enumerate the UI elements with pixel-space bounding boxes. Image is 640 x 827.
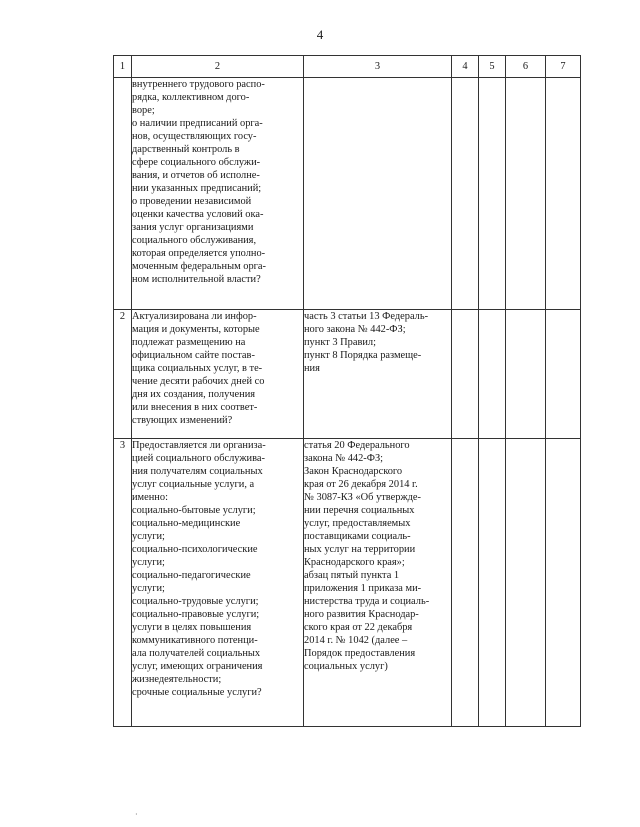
answer-cell xyxy=(546,439,581,727)
reference-cell xyxy=(304,310,452,439)
answer-cell xyxy=(452,78,479,310)
reference-cell xyxy=(304,439,452,727)
reference-cell xyxy=(304,78,452,310)
question-cell xyxy=(132,78,304,310)
answer-cell xyxy=(546,310,581,439)
column-header: 5 xyxy=(479,56,506,78)
table-row xyxy=(114,310,581,439)
answer-cell xyxy=(452,310,479,439)
answer-cell xyxy=(479,310,506,439)
question-text: Актуализирована ли инфор- мация и документы, которые подлежат размещению на официальном сайте постав- щика социальных услуг, в те- чение десяти рабочих дней со дня их создания, получения или внесения в них соответ- ствующих изменений? xyxy=(132,311,265,426)
answer-cell xyxy=(546,78,581,310)
question-text: внутреннего трудового распо- рядка, коллективном дого- воре; о наличии предписаний орга- нов, осуществляющих госу- дарственный контроль в сфере социального обслужи- вания, и отчетов об исполне- нии указанных предписаний; о проведении независимой оценки качества условий ока- зания услуг организациями социального обслуживания, которая определяется уполно- моченным федеральным орга- ном исполнительной власти? xyxy=(132,79,266,285)
answer-cell xyxy=(506,78,546,310)
table-header-row xyxy=(114,56,581,78)
column-header: 3 xyxy=(304,56,452,78)
column-header: 1 xyxy=(114,56,132,78)
answer-cell xyxy=(506,310,546,439)
answer-cell xyxy=(479,78,506,310)
footer-mark: · xyxy=(135,810,138,819)
table-row xyxy=(114,439,581,727)
question-cell xyxy=(132,439,304,727)
question-text: Предоставляется ли организа- цией социального обслужива- ния получателям социальных услуг социальные услуги, а именно: социально-бытовые услуги; социально-медицинские услуги; социально-психологические услуги; социально-педагогические услуги; социально-трудовые услуги; социально-правовые услуги; услуги в целях повышения коммуникативного потенци- ала получателей социальных услуг, имеющих ограничения жизнедеятельности; срочные социальные услуги? xyxy=(132,440,266,698)
table-row xyxy=(114,78,581,310)
column-header: 6 xyxy=(506,56,546,78)
row-number: 2 xyxy=(114,310,132,439)
question-cell xyxy=(132,310,304,439)
answer-cell xyxy=(506,439,546,727)
page-number: 4 xyxy=(316,27,324,42)
column-header: 7 xyxy=(546,56,581,78)
row-number: 3 xyxy=(114,439,132,727)
column-header: 4 xyxy=(452,56,479,78)
answer-cell xyxy=(479,439,506,727)
reference-text: статья 20 Федерального закона № 442-ФЗ; Закон Краснодарского края от 26 декабря 2014 г. № 3087-КЗ «Об утвержде- нии перечня социальных услуг, предоставляемых поставщиками социаль- ных услуг на территории Краснодарского края»; абзац пятый пункта 1 приложения 1 приказа ми- нистерства труда и социаль- ного развития Краснодар- ского края от 22 декабря 2014 г. № 1042 (далее – Порядок предоставления социальных услуг) xyxy=(304,440,430,672)
column-header: 2 xyxy=(132,56,304,78)
checklist-table xyxy=(113,55,581,727)
answer-cell xyxy=(452,439,479,727)
reference-text: часть 3 статьи 13 Федераль- ного закона № 442-ФЗ; пункт 3 Правил; пункт 8 Порядка размеще- ния xyxy=(304,311,429,374)
row-number xyxy=(114,78,132,310)
